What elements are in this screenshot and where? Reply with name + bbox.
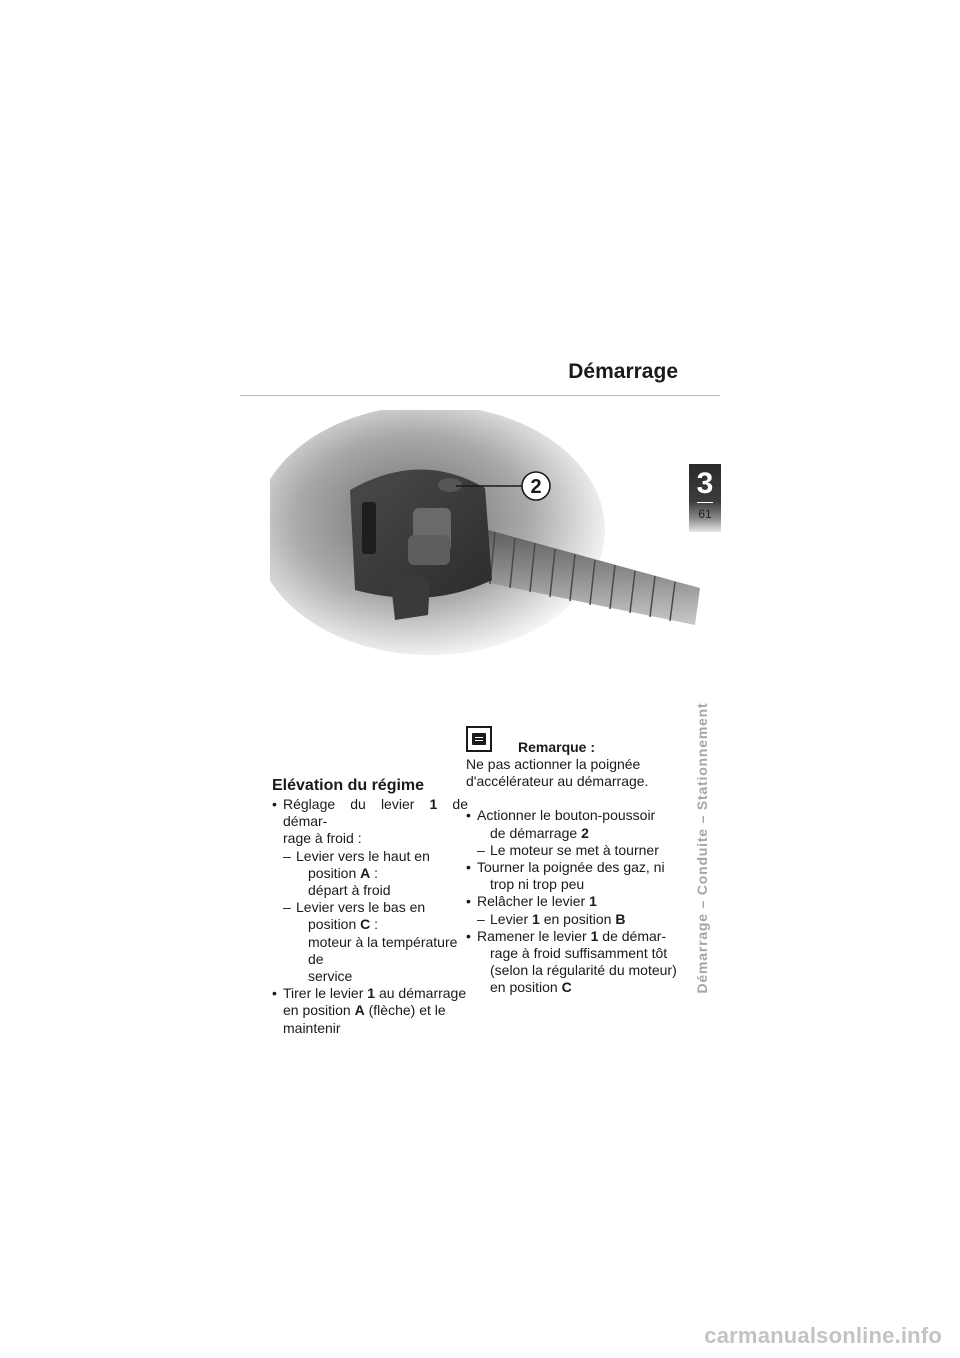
sub-list-item: – Le moteur se met à tourner: [466, 842, 680, 859]
note-header: [466, 726, 680, 756]
choke-lever: [390, 574, 430, 620]
list-item: • Relâcher le levier 1: [466, 893, 680, 910]
note-text: d'accélérateur au démarrage.: [466, 773, 649, 790]
list-item-continued: rage à froid :: [283, 830, 362, 847]
sub-list-item: – Levier 1 en position B: [466, 911, 680, 928]
callout-number: 2: [530, 476, 542, 498]
title-divider: [240, 395, 720, 396]
sub-list-item-continued: position C :: [308, 916, 379, 933]
chapter-tab-rule: [697, 502, 713, 503]
sub-list-item-continued: position A :: [308, 864, 379, 881]
handlebar-switch-photo: [270, 410, 720, 700]
sub-list-item-continued: départ à froid: [308, 882, 391, 899]
list-item-continued: de démarrage 2: [490, 824, 589, 841]
list-item: • Réglage du levier 1 de démar-: [272, 796, 468, 830]
list-item-continued: trop ni trop peu: [490, 876, 585, 893]
sub-list-item-continued: moteur à la température de: [308, 933, 458, 967]
chapter-tab: [689, 464, 721, 532]
sub-list-item: – Levier vers le bas en: [272, 899, 468, 916]
chapter-side-label: Démarrage – Conduite – Stationnement: [694, 702, 710, 994]
note-icon: [466, 726, 492, 752]
list-item-continued: (selon la régularité du moteur): [490, 962, 677, 979]
list-item-continued: en position A (flèche) et le: [283, 1002, 446, 1019]
list-item-continued: rage à froid suffisamment tôt: [490, 945, 668, 962]
list-item: • Tirer le levier 1 au démarrage: [272, 985, 468, 1002]
list-item: • Actionner le bouton-poussoir: [466, 807, 680, 824]
note-label: Remarque :: [518, 739, 596, 755]
sub-list-item: – Levier vers le haut en: [272, 848, 468, 865]
section-heading: Elévation du régime: [272, 777, 425, 794]
page-title: Démarrage: [568, 360, 678, 383]
left-column: [272, 776, 468, 1037]
list-item: • Ramener le levier 1 de démar-: [466, 928, 680, 945]
list-item-continued: en position C: [490, 979, 572, 996]
watermark: carmanualsonline.info: [704, 1323, 942, 1348]
right-column: [466, 726, 680, 997]
lever-slot: [362, 502, 376, 554]
chapter-number: 3: [696, 467, 714, 500]
list-item: • Tourner la poignée des gaz, ni: [466, 859, 680, 876]
note-text: Ne pas actionner la poignée: [466, 756, 641, 772]
sub-list-item-continued: service: [308, 968, 353, 985]
list-item-continued: maintenir: [283, 1019, 341, 1036]
page-number: 61: [698, 507, 712, 521]
start-button: [438, 478, 462, 492]
hazard-button: [408, 535, 450, 565]
